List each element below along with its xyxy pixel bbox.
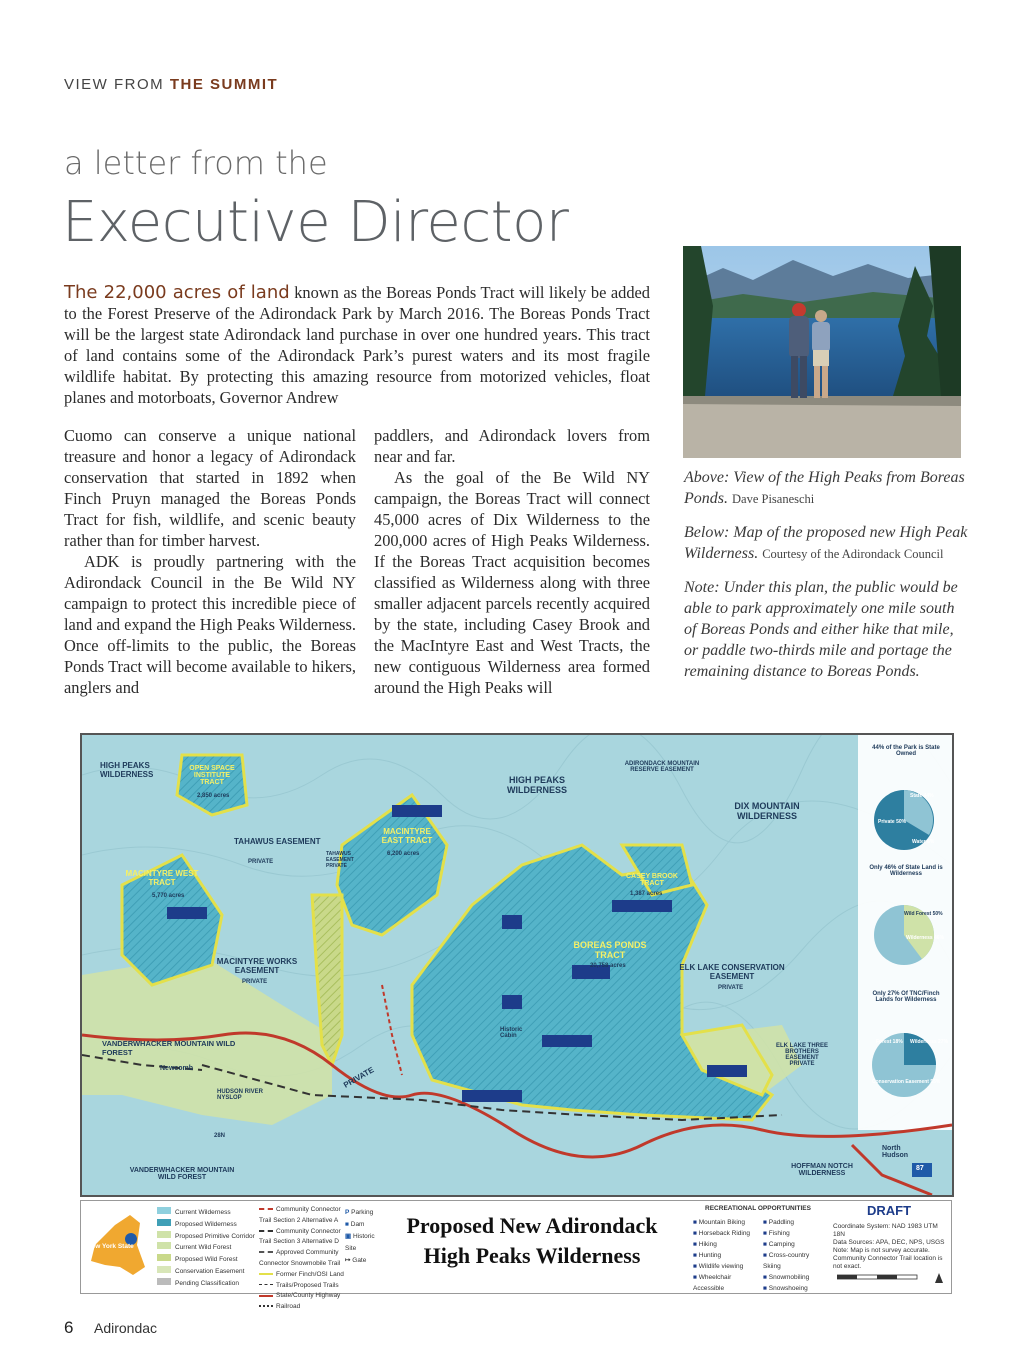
page-title: Executive Director [62, 190, 569, 255]
inset-private: Private 50% [878, 819, 907, 825]
legend-type: Proposed Wild Forest [157, 1254, 257, 1266]
col2-paragraph-1: paddlers, and Adirondack lovers from near and far. [374, 426, 650, 466]
title-small: a letter from the [64, 144, 328, 182]
label-mac-east: MACINTYRE EAST TRACT [381, 827, 433, 845]
article-column-1 [64, 425, 356, 698]
kicker-strong: THE SUMMIT [169, 76, 279, 93]
scale-bar-icon [837, 1271, 945, 1285]
label-mac-west: MACINTYRE WEST TRACT [125, 869, 199, 887]
legend-line: Approved Community Connector Snowmobile Trail [259, 1249, 341, 1267]
legend-line: Former Finch/OSI Land [259, 1270, 345, 1281]
caption-below-credit: Courtesy of the Adirondack Council [762, 547, 944, 561]
publication-name: Adirondac [94, 1320, 158, 1336]
label-boreas: BOREAS PONDS TRACT [573, 940, 647, 960]
legend-point: P Parking [345, 1209, 374, 1216]
legend-line: Community Connector Trail Section 3 Alternative D [259, 1227, 341, 1246]
legend-title-line-1: Proposed New Adirondack [406, 1213, 658, 1238]
kicker-prefix: VIEW FROM [64, 76, 165, 93]
wilderness-map [80, 733, 954, 1197]
rec-item: ■ Camping [763, 1241, 795, 1248]
label-boreas-acres: 20,758 acres [590, 963, 626, 969]
label-newcomb: Newcomb [160, 1065, 194, 1072]
col2-paragraph-2: As the goal of the Be Wild NY campaign, the Boreas Tract will connect 45,000 acres of Dix Wilderness to the 200,000 acres of High Peaks Wilderness. If the Boreas Tract acquisition becomes classified as Wilderness along with three smaller adjacent parcels recently acquired by the state, including Casey Brook and the MacIntyre East and West Tracts, the new contiguous Wilderness area formed around the High Peaks will [374, 468, 650, 697]
col1-paragraph-1: Cuomo can conserve a unique national treasure and honor a legacy of Adirondack conservation that started in 1892 when Finch Pruyn managed the Boreas Ponds Tract for fish, wildlife, and scenic beauty rather than for timber harvest. [64, 426, 356, 550]
legend-type: Current Wild Forest [157, 1242, 257, 1254]
label-mac-works-private: PRIVATE [242, 979, 268, 985]
rec-item: ■ Mountain Biking [693, 1219, 745, 1226]
captions [684, 467, 969, 694]
label-elk-three: ELK LAKE THREE BROTHERS EASEMENT PRIVATE [775, 1043, 828, 1067]
legend-line: State/County Highway [259, 1291, 345, 1302]
label-mac-east-acres: 6,200 acres [387, 851, 420, 857]
caption-below [684, 522, 969, 565]
label-osi-acres: 2,850 acres [197, 793, 230, 799]
legend-line: Railroad [259, 1302, 345, 1313]
legend-notes [833, 1223, 947, 1271]
label-osi: OPEN SPACE INSTITUTE TRACT [189, 765, 235, 786]
label-historic-cabin: Historic Cabin [500, 1027, 523, 1039]
inset-wild-forest: Wild Forest 50% [904, 911, 943, 917]
label-adk-mtn: ADIRONDACK MOUNTAIN RESERVE EASEMENT [624, 761, 700, 773]
inset-title-2: Only 46% of State Land is Wilderness [869, 865, 943, 877]
label-hpw-center: HIGH PEAKS WILDERNESS [506, 775, 567, 795]
legend-rec-title: RECREATIONAL OPPORTUNITIES [705, 1205, 811, 1212]
lead-paragraph [64, 282, 650, 408]
high-peaks-photo [683, 246, 961, 458]
label-casey: CASEY BROOK TRACT [626, 873, 678, 887]
legend-points [345, 1207, 381, 1267]
label-route: 28N [214, 1133, 226, 1139]
legend-type: Proposed Wilderness [157, 1219, 257, 1231]
article-column-2 [374, 425, 650, 698]
rec-item: ■ Wildlife viewing [693, 1263, 744, 1270]
legend-rec-left [693, 1217, 757, 1294]
rec-item: ■ Cross-country Skiing [763, 1252, 810, 1270]
lead-in: The 22,000 acres of land [64, 282, 290, 303]
legend-lines [259, 1205, 345, 1313]
legend-point: ↦ Gate [345, 1257, 367, 1264]
caption-above-text: Above: View of the High Peaks from Boreas Ponds. [684, 469, 965, 507]
inset-conservation: Conservation Easement 55% [872, 1079, 941, 1085]
rec-item: ■ Snowshoeing [763, 1285, 808, 1292]
legend-note: Note: Map is not survey accurate. [833, 1247, 930, 1254]
label-mac-works: MACINTYRE WORKS EASEMENT [216, 957, 298, 975]
label-tahawus: TAHAWUS EASEMENT [234, 837, 321, 846]
legend-type: Pending Classification [157, 1278, 257, 1290]
label-north-hudson: North Hudson [882, 1145, 909, 1159]
caption-note: Note: Under this plan, the public would be able to park approximately one mile south of Boreas Ponds and either hike that mile, or paddle two-thirds mile and portage the remaining distance to Boreas Ponds. [684, 579, 958, 680]
label-elk-lake: ELK LAKE CONSERVATION EASEMENT [679, 963, 785, 981]
legend-note: Data Sources: APA, DEC, NPS, USGS [833, 1239, 945, 1246]
label-interstate: 87 [916, 1165, 924, 1172]
legend-draft: DRAFT [866, 1203, 912, 1218]
inset-water: Water 6% [912, 839, 935, 845]
map-legend [80, 1200, 952, 1311]
rec-item: ■ Hiking [693, 1241, 717, 1248]
inset-state: State 44% [910, 793, 934, 799]
label-vdh-w: VANDERWHACKER MOUNTAIN WILD FOREST [129, 1167, 235, 1181]
label-hpw-nw: HIGH PEAKS WILDERNESS [100, 761, 154, 779]
rec-item: ■ Paddling [763, 1219, 795, 1226]
legend-rec-right [763, 1217, 827, 1294]
label-hoffman: HOFFMAN NOTCH WILDERNESS [791, 1163, 853, 1177]
legend-note: Coordinate System: NAD 1983 UTM 18N [833, 1223, 938, 1238]
legend-type: Proposed Primitive Corridor [157, 1231, 257, 1243]
inset-forest: Forest 18% [876, 1039, 903, 1045]
legend-title-line-2: High Peaks Wilderness [423, 1243, 641, 1268]
col1-paragraph-2: ADK is proudly partnering with the Adirondack Council in the Be Wild NY campaign to protect this incredible piece of land and expand the High Peaks Wilderness. Once off-limits to the public, the Boreas Ponds Tract will become available to hikers, anglers and [64, 552, 356, 697]
legend-types [157, 1207, 257, 1290]
rec-item: ■ Fishing [763, 1230, 790, 1237]
caption-above-credit: Dave Pisaneschi [732, 492, 815, 506]
label-vdh-wf: VANDERWHACKER MOUNTAIN WILD FOREST [102, 1039, 236, 1057]
caption-above [684, 467, 969, 510]
label-mac-west-acres: 5,770 acres [152, 893, 185, 899]
label-casey-acres: 1,387 acres [630, 891, 663, 897]
legend-type: Conservation Easement [157, 1266, 257, 1278]
rec-item: ■ Hunting [693, 1252, 722, 1259]
legend-line: Trails/Proposed Trails [259, 1281, 345, 1292]
section-kicker [64, 76, 278, 93]
inset-wilderness-3: Wilderness 27% [910, 1039, 949, 1045]
inset-title-1: 44% of the Park is State Owned [872, 745, 940, 757]
legend-title [381, 1211, 683, 1271]
label-hudson: HUDSON RIVER NYSLOP [217, 1089, 264, 1101]
inset-wilderness: Wilderness 46% [906, 935, 945, 941]
caption-below-text: Below: Map of the proposed new High Peak Wilderness. [684, 524, 968, 562]
rec-item: ■ Snowmobiling [763, 1274, 810, 1281]
legend-line: Community Connector Trail Section 2 Alternative A [259, 1206, 341, 1224]
label-tahawus-private: PRIVATE [248, 859, 274, 865]
legend-note: Community Connector Trail location is not exact. [833, 1255, 943, 1270]
lead-text: known as the Boreas Ponds Tract will likely be added to the Forest Preserve of the Adirondack Park by March 2016. The Boreas Ponds Tract will be the largest state Adirondack land purchase in over one hundred years. This tract of land contains some of the Adirondack Park’s purest waters and its most fragile wildlife habitat. By protecting this amazing resource from motorized vehicles, float planes and motorboats, Governor Andrew [64, 283, 651, 407]
inset-title-3: Only 27% Of TNC/Finch Lands for Wilderness [872, 991, 940, 1003]
rec-item: ■ Horseback Riding [693, 1230, 751, 1237]
legend-type: Current Wilderness [157, 1207, 257, 1219]
rec-item: ■ Wheelchair Accessible [693, 1274, 732, 1292]
page-number: 6 [64, 1318, 74, 1337]
label-private-road: PRIVATE [341, 1065, 376, 1090]
label-elk-private: PRIVATE [718, 985, 744, 991]
legend-state-label: New York State [87, 1243, 134, 1250]
label-tahawus-2: TAHAWUS EASEMENT PRIVATE [326, 851, 354, 869]
label-dix: DIX MOUNTAIN WILDERNESS [734, 801, 800, 821]
legend-point: ▣ Historic Site [345, 1233, 375, 1252]
legend-point: ■ Dam [345, 1221, 365, 1228]
